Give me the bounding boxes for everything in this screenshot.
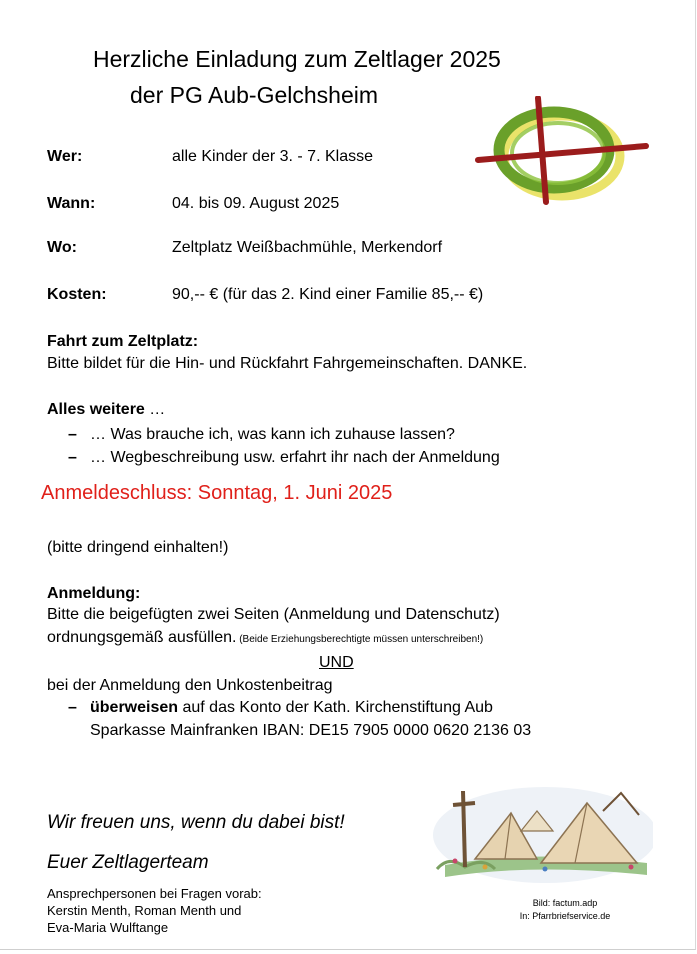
- deadline-note: (bitte dringend einhalten!): [47, 539, 229, 556]
- contacts-block: [47, 885, 262, 936]
- detail-label: Wer:: [47, 148, 83, 165]
- list-item-text: … Was brauche ich, was kann ich zuhause lassen?: [90, 426, 455, 443]
- detail-value: 90,-- € (für das 2. Kind einer Familie 85,-- €): [172, 286, 484, 303]
- page-title: Herzliche Einladung zum Zeltlager 2025: [93, 46, 501, 72]
- detail-value: 04. bis 09. August 2025: [172, 195, 340, 212]
- anmeldung-note: (Beide Erziehungsberechtigte müssen unterschreiben!): [236, 634, 484, 645]
- cross-circle-logo-icon: [470, 96, 650, 206]
- weitere-ellipsis: …: [144, 401, 166, 418]
- detail-label: Wann:: [47, 195, 96, 212]
- anmeldung-line3: bei der Anmeldung den Unkostenbeitrag: [47, 677, 333, 694]
- anmeldung-heading: Anmeldung:: [47, 585, 141, 602]
- weitere-heading: Alles weitere: [47, 401, 145, 418]
- iban-line: Sparkasse Mainfranken IBAN: DE15 7905 0000 0620 2136 03: [90, 722, 532, 739]
- list-item-text: … Wegbeschreibung usw. erfahrt ihr nach der Anmeldung: [90, 449, 500, 466]
- contacts-names: Eva-Maria Wulftange: [47, 920, 169, 935]
- anmeldung-line2-text: ordnungsgemäß ausfüllen.: [47, 629, 237, 646]
- transfer-bold: überweisen: [90, 699, 179, 716]
- closing-team: Euer Zeltlagerteam: [47, 852, 209, 873]
- detail-value: Zeltplatz Weißbachmühle, Merkendorf: [172, 239, 443, 256]
- page-subtitle: der PG Aub-Gelchsheim: [130, 82, 379, 108]
- und-text: UND: [319, 654, 354, 671]
- list-item: – … Wegbeschreibung usw. erfahrt ihr nach der Anmeldung: [68, 449, 500, 466]
- closing-slogan: Wir freuen uns, wenn du dabei bist!: [47, 812, 345, 833]
- tent-camp-illustration-icon: [425, 763, 653, 885]
- contacts-heading: Ansprechpersonen bei Fragen vorab:: [47, 886, 262, 901]
- list-item: – … Was brauche ich, was kann ich zuhause lassen?: [68, 426, 455, 443]
- anmeldung-line1: Bitte die beigefügten zwei Seiten (Anmeldung und Datenschutz): [47, 606, 500, 623]
- fahrt-text: Bitte bildet für die Hin- und Rückfahrt Fahrgemeinschaften. DANKE.: [47, 355, 528, 372]
- weitere-heading-line: [47, 401, 165, 419]
- detail-value: alle Kinder der 3. - 7. Klasse: [172, 148, 373, 165]
- fahrt-heading: Fahrt zum Zeltplatz:: [47, 333, 199, 350]
- deadline-text: Anmeldeschluss: Sonntag, 1. Juni 2025: [41, 482, 393, 504]
- detail-label: Wo:: [47, 239, 77, 256]
- transfer-item: – überweisen auf das Konto der Kath. Kirchenstiftung Aub: [68, 699, 493, 716]
- image-credit: [495, 897, 635, 923]
- credit-line: In: Pfarrbriefservice.de: [519, 911, 611, 921]
- anmeldung-line2: [47, 629, 483, 647]
- detail-label: Kosten:: [47, 286, 107, 303]
- transfer-rest: auf das Konto der Kath. Kirchenstiftung Aub: [178, 699, 493, 716]
- contacts-names: Kerstin Menth, Roman Menth und: [47, 903, 242, 918]
- credit-line: Bild: factum.adp: [532, 898, 598, 908]
